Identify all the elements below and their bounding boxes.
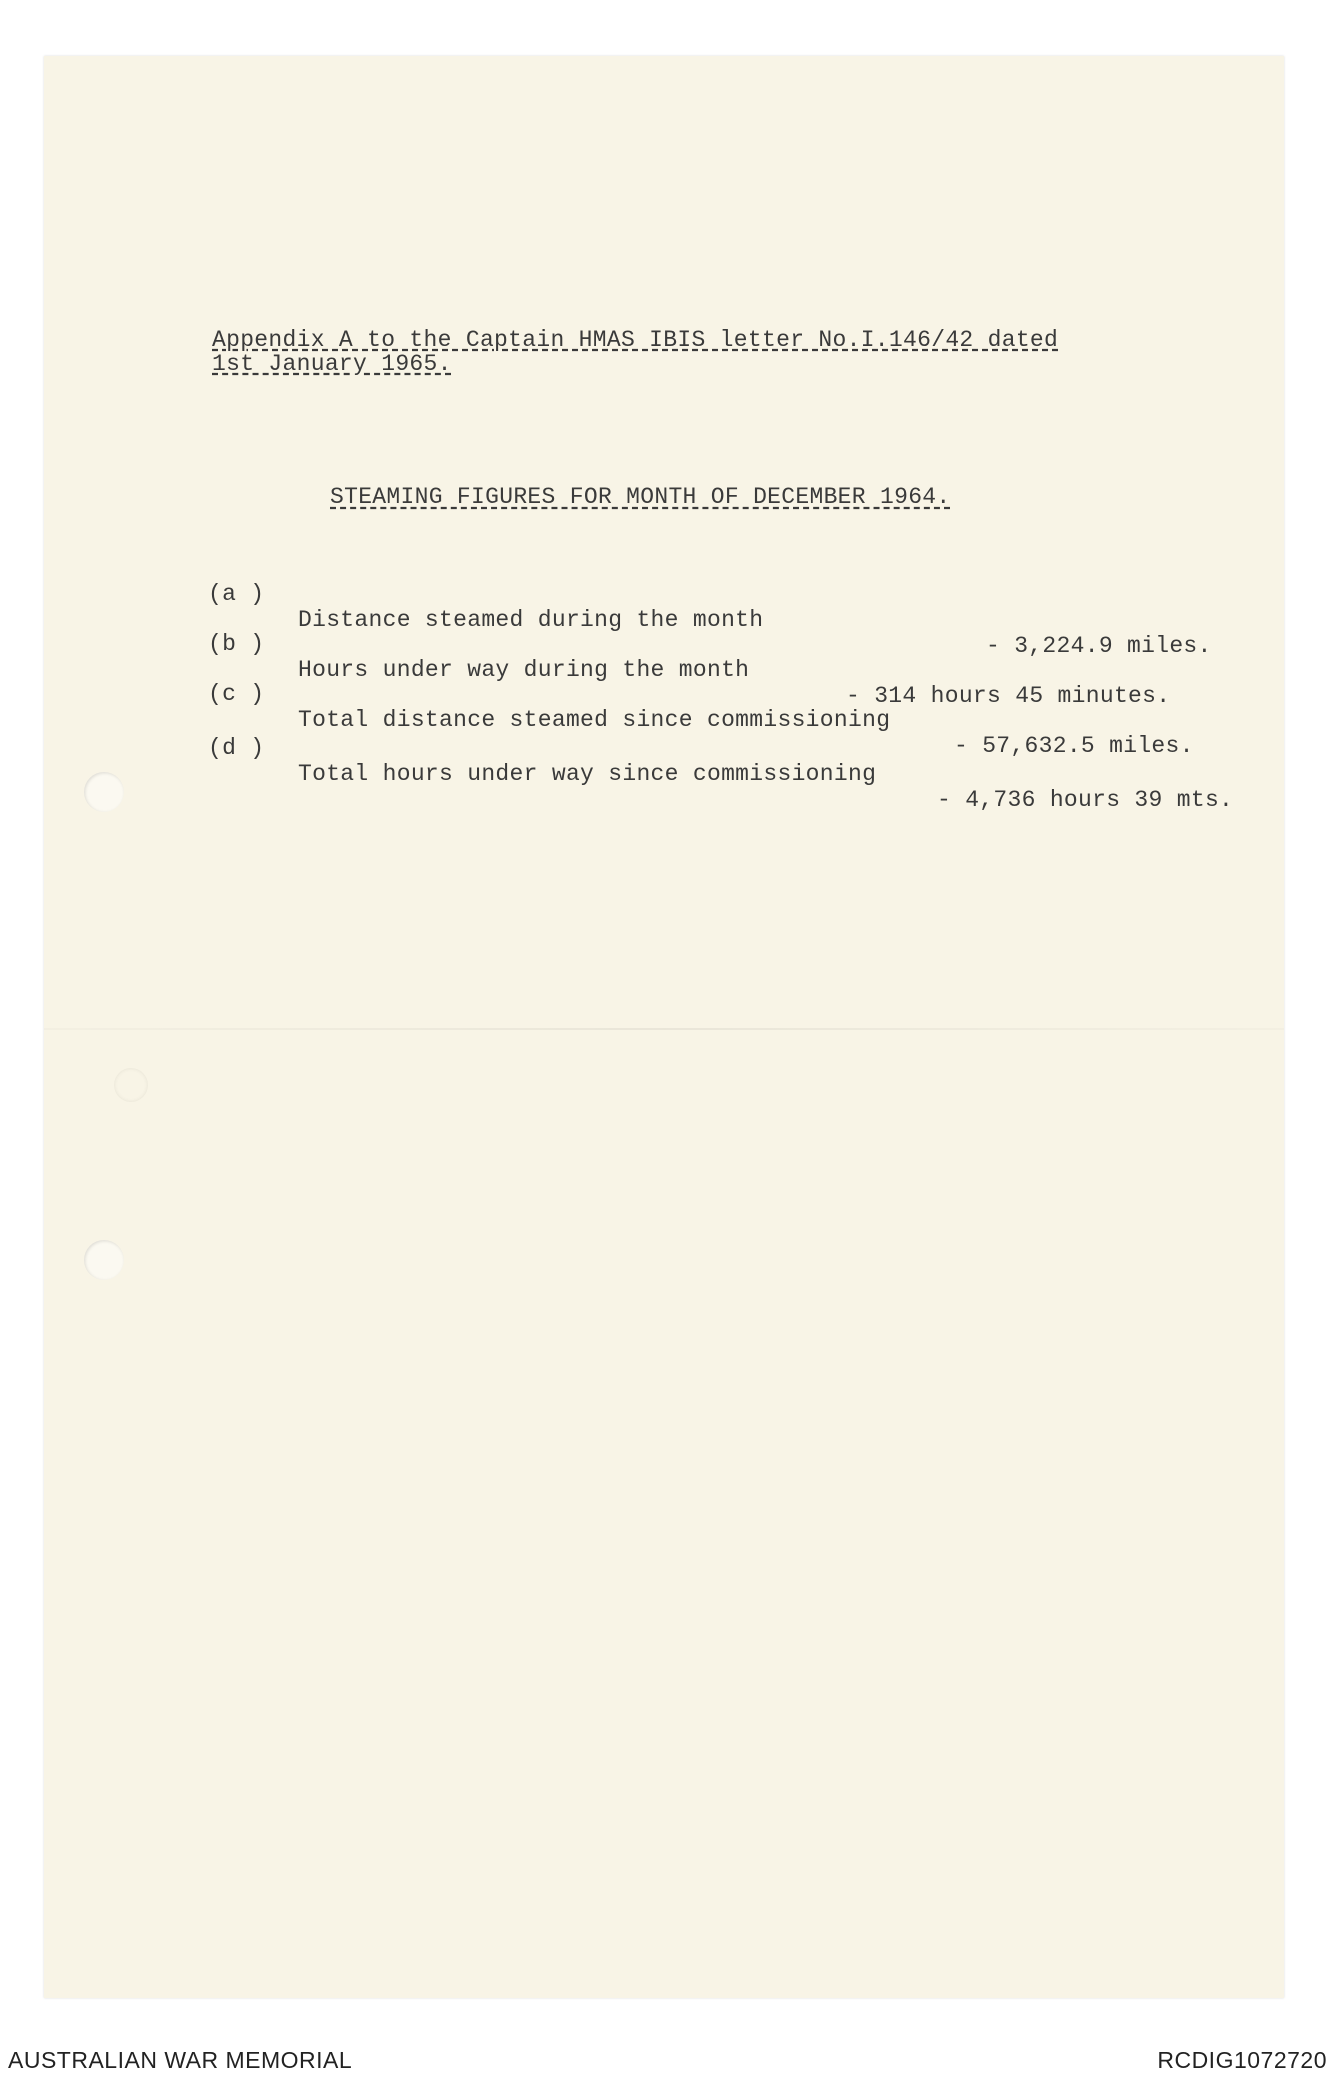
item-label: (d ) xyxy=(208,735,265,761)
list-item xyxy=(208,555,1288,659)
item-label: (b ) xyxy=(208,631,265,657)
item-label: (c ) xyxy=(208,681,265,707)
letter-reference-line2: 1st January 1965. xyxy=(212,351,452,377)
figures-list xyxy=(208,555,1288,813)
archive-credit: AUSTRALIAN WAR MEMORIAL xyxy=(8,2047,353,2073)
item-value: - 3,224.9 miles. xyxy=(986,633,1212,659)
paper-fold xyxy=(44,1028,1284,1030)
item-description: Total hours under way since commissioning xyxy=(298,761,877,787)
item-value: - 57,632.5 miles. xyxy=(954,733,1194,759)
item-value: - 4,736 hours 39 mts. xyxy=(937,787,1234,813)
document-heading: STEAMING FIGURES FOR MONTH OF DECEMBER 1964. xyxy=(330,484,951,510)
item-description: Hours under way during the month xyxy=(298,657,750,683)
item-label: (a ) xyxy=(208,581,265,607)
item-value: - 314 hours 45 minutes. xyxy=(846,683,1171,709)
list-item xyxy=(208,709,1288,813)
punch-hole-top xyxy=(84,772,124,812)
item-description: Distance steamed during the month xyxy=(298,607,764,633)
punch-hole-middle xyxy=(114,1068,148,1102)
letter-reference xyxy=(212,328,1058,376)
list-item xyxy=(208,655,1288,759)
archive-id: RCDIG1072720 xyxy=(1157,2047,1327,2073)
list-item xyxy=(208,605,1288,709)
punch-hole-bottom xyxy=(84,1240,124,1280)
item-description: Total distance steamed since commissioning xyxy=(298,707,891,733)
letter-reference-line1: Appendix A to the Captain HMAS IBIS letter No.I.146/42 dated xyxy=(212,327,1059,353)
